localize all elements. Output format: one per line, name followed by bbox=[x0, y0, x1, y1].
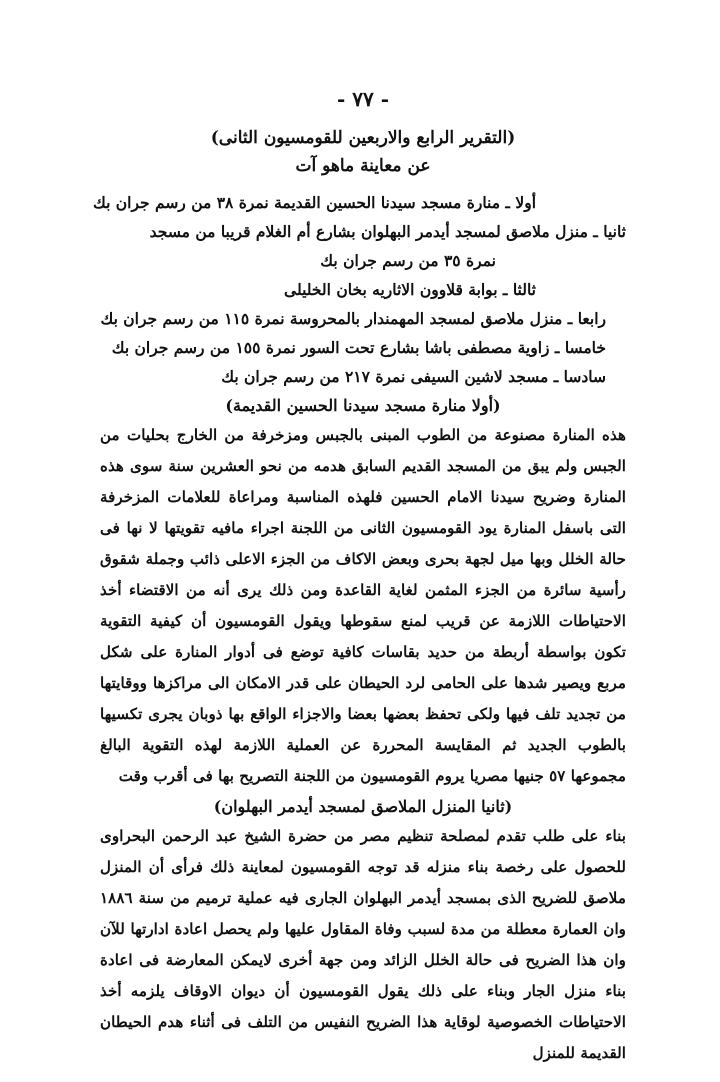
section-paragraph-1: هذه المنارة مصنوعة من الطوب المبنى بالجبس ومزخرفة من الخارج بحليات من الجبس ولم يبق من المسجد القديم السابق هدمه من نحو العشرين سنة سوى هذه المنارة وضريح سيدنا الامام الحسين فلهذه المناسبة ومراعاة للعلامات المزخرفة التى باسفل المنارة يود القومسيون الثانى من اللجنة اجراء مافيه تقويتها لا نها فى حالة الخلل وبها ميل لجهة بحرى وبعض الاكاف من الجزء الاعلى ذائب وجملة شقوق رأسية سائرة من الجزء المثمن لغاية القاعدة ومن ذلك يرى أنه من الاقتضاء أخذ الاحتياطات اللازمة عن قريب لمنع سقوطها ويقول القومسيون أن كيفية التقوية تكون بواسطة أربطة من حديد بقاسات كافية توضع فى أدوار المنارة على شكل مربع ويصير شدها على الحامى لرد الحيطان على قدر الامكان الى مراكزها ووقايتها من تجديد تلف فيها ولكى تحفظ بعضها بعضا والاجزاء الواقع بها ذوبان يجرى تكسيها بالطوب الجديد ثم المقايسة المحررة عن العملية اللازمة لهذه التقوية البالغ مجموعها ٥٧ جنيها مصريا يروم القومسيون من اللجنة التصريح بها فى أقرب وقت bbox=[100, 426, 626, 785]
list-item: أولا ـ منارة مسجد سيدنا الحسين القديمة نمرة ٣٨ من رسم جران بك bbox=[93, 193, 536, 212]
report-subtitle: عن معاينة ماهو آت bbox=[295, 156, 431, 176]
inspection-list bbox=[93, 188, 626, 391]
list-item: ثانيا ـ منزل ملاصق لمسجد أيدمر البهلوان بشارع أم الغلام قريبا من مسجد bbox=[149, 222, 626, 241]
list-item: رابعا ـ منزل ملاصق لمسجد المهمندار بالمحروسة نمرة ١١٥ من رسم جران بك bbox=[100, 309, 606, 328]
list-item: سادسا ـ مسجد لاشين السيفى نمرة ٢١٧ من رسم جران بك bbox=[221, 367, 606, 386]
list-item: ثالثا ـ بوابة قلاوون الاثاريه بخان الخليلى bbox=[284, 280, 536, 299]
section-paragraph-2: بناء على طلب تقدم لمصلحة تنظيم مصر من حضرة الشيخ عبد الرحمن البحراوى للحصول على رخصة بناء منزله قد توجه القومسيون لمعاينة ذلك فرأى أن المنزل ملاصق للضريح الذى بمسجد أيدمر البهلوان الجارى فيه عملية ترميم من سنة ١٨٨٦ وان العمارة معطلة من مدة لسبب وفاة المقاول عليها ولم يحصل اعادة ادارتها للآن وان هذا الضريح فى حالة الخلل الزائد ومن جهة أخرى لايمكن المعارضة فى اعادة بناء منزل الجار وبناء على ذلك يقول القومسيون أن ديوان الاوقاف يلزمه أخذ الاحتياطات الخصوصية لوقاية هذا الضريح النفيس من التلف فى أثناء هدم الحيطان القديمة للمنزل bbox=[100, 827, 626, 1062]
report-title: (التقرير الرابع والاربعين للقومسيون الثانى) bbox=[210, 128, 516, 148]
list-item-continuation: نمرة ٣٥ من رسم جران بك bbox=[320, 251, 496, 270]
page-number: - ٧٧ - bbox=[336, 87, 389, 111]
list-item: خامسا ـ زاوية مصطفى باشا بشارع تحت السور نمرة ١٥٥ من رسم جران بك bbox=[111, 338, 606, 357]
section-heading-1: (أولا منارة مسجد سيدنا الحسين القديمة) bbox=[225, 396, 501, 415]
section-heading-2: (ثانيا المنزل الملاصق لمسجد أيدمر البهلوان) bbox=[213, 797, 513, 816]
